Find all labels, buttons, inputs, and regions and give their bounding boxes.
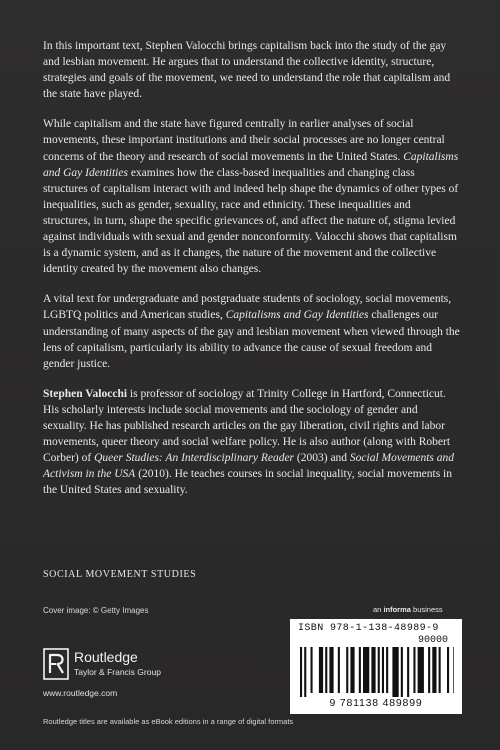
cover-image-credit: Cover image: © Getty Images xyxy=(43,606,149,615)
routledge-logo-icon xyxy=(43,648,69,680)
publisher-website[interactable]: www.routledge.com xyxy=(43,688,118,698)
blurb-paragraph-analysis xyxy=(43,116,461,277)
informa-business-tag xyxy=(373,605,443,614)
series-label: SOCIAL MOVEMENT STUDIES xyxy=(43,569,197,580)
author-bio-text-c: (2010). He teaches courses in social inequality, social movements in the United States and sexuality. xyxy=(43,468,453,497)
informa-suffix: business xyxy=(410,605,443,614)
price-code: 90000 xyxy=(418,635,449,646)
blurb-analysis-text-end: examines how the class-based inequalities and changing class structures of capitalism interact with and indeed help shape the dynamics of other types of inequalities, such as gender, sexuality, race and ethnicity. These inequalities and structures, in turn, shape the specific grievances of, and affect the nature of, stigma levied against individuals with sexual and gender nonconformity. Valocchi shows that capitalism is a dynamic system, and as it changes, the nature of the movement and the collective identity created by the movement also changes. xyxy=(43,166,459,276)
barcode-panel xyxy=(290,619,462,714)
blurb-intro-text: In this important text, Stephen Valocchi brings capitalism back into the study of the gay and lesbian movement. He argues that to understand the collective identity, structure, strategies and goals of the movement, we need to understand the role that capitalism and the state have played. xyxy=(43,40,451,101)
blurb xyxy=(43,38,461,512)
author-bio-text-b: (2003) and xyxy=(294,452,350,465)
publisher-name: Routledge xyxy=(74,649,138,665)
barcode-digits: 9 781138 489899 xyxy=(329,697,423,709)
author-book-title-1: Queer Studies: An Interdisciplinary Reader xyxy=(94,452,295,465)
blurb-paragraph-intro xyxy=(43,38,461,102)
ebook-availability-note: Routledge titles are available as eBook editions in a range of digital formats xyxy=(43,717,294,726)
blurb-audience-text-end: challenges our understanding of many aspects of the gay and lesbian movement when viewed through the lens of capitalism, particularly its ability to advance the cause of sexual freedom and gender justice. xyxy=(43,309,460,370)
author-bio-text-a: is professor of sociology at Trinity College in Hartford, Connecticut. His scholarly interests include social movements and the sociology of gender and sexuality. He has published research articles on the gay liberation, civil rights and labor movements, queer theory and social welfare policy. He is also author (along with Robert Corber) of xyxy=(43,387,451,465)
book-title-italic: Capitalisms and Gay Identities xyxy=(225,309,369,322)
blurb-audience-text-start: A vital text for undergraduate and postgraduate students of sociology, social movements, LGBTQ politics and American studies, xyxy=(43,293,452,322)
informa-brand: informa xyxy=(383,605,411,614)
blurb-paragraph-audience xyxy=(43,291,461,371)
informa-prefix: an xyxy=(373,605,384,614)
author-book-title-2: Social Movements and Activism in the USA xyxy=(43,452,455,481)
isbn-number: ISBN 978-1-138-48989-9 xyxy=(298,623,439,634)
author-bio xyxy=(43,386,461,499)
publisher-group: Taylor & Francis Group xyxy=(74,667,161,677)
barcode-icon xyxy=(298,647,454,697)
author-name: Stephen Valocchi xyxy=(43,387,128,400)
blurb-analysis-text-start: While capitalism and the state have figured centrally in earlier analyses of social movements, these important institutions and their social processes are no longer central concerns of the theory and research of social movements in the United States. xyxy=(43,118,445,163)
book-title-italic: Capitalisms and Gay Identities xyxy=(43,150,459,179)
